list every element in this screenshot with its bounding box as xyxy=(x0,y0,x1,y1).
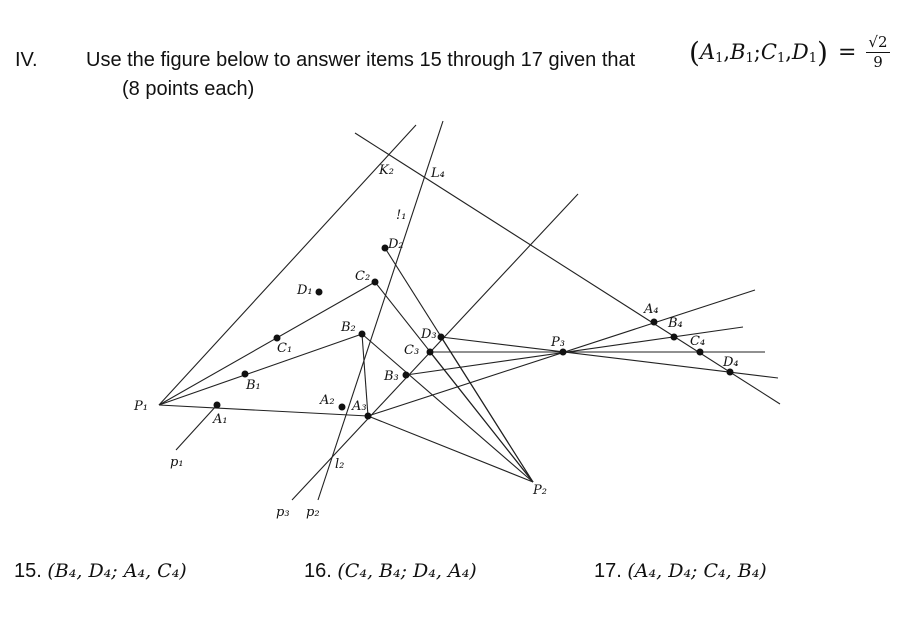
item-17: 17. (A₄, D₄; C₄, B₄) xyxy=(594,560,767,582)
item-16-expression: (C₄, B₄; D₄, A₄) xyxy=(337,560,477,582)
item-15: 15. (B₄, D₄; A₄, C₄) xyxy=(14,560,187,582)
label-p2-lower: p₂ xyxy=(306,505,320,520)
label-b1: B₁ xyxy=(246,378,261,393)
line-p1-lower xyxy=(176,405,217,450)
line-p1-a1 xyxy=(159,405,368,416)
line-b2-p2 xyxy=(362,334,533,482)
section-number: IV. xyxy=(15,49,38,71)
point-c4 xyxy=(697,349,704,356)
given-point-b: B xyxy=(730,40,746,64)
given-point-d: D xyxy=(791,40,809,64)
label-b3: B₃ xyxy=(384,369,399,384)
label-a1: A₁ xyxy=(213,412,228,427)
label-d4: D₄ xyxy=(723,355,739,370)
label-p3-lower: p₃ xyxy=(276,505,290,520)
point-a2 xyxy=(339,404,346,411)
label-l4: L₄ xyxy=(431,166,445,181)
point-a4 xyxy=(651,319,658,326)
point-b1 xyxy=(242,371,249,378)
given-value-fraction: $\frac{√2}{9}$ xyxy=(868,32,888,71)
point-a1 xyxy=(214,402,221,409)
label-d1: D₁ xyxy=(297,283,313,298)
label-c1: C₁ xyxy=(277,341,293,356)
line-k2-l4 xyxy=(355,133,780,404)
points-note: (8 points each) xyxy=(122,78,255,100)
line-p3 xyxy=(292,194,578,500)
label-c3: C₃ xyxy=(404,343,420,358)
label-p1: P₁ xyxy=(134,399,148,414)
label-c4: C₄ xyxy=(690,334,706,349)
label-a4: A₄ xyxy=(644,302,659,317)
label-d2: D₂ xyxy=(388,237,404,252)
point-d3 xyxy=(438,334,445,341)
label-p1-lower: p₁ xyxy=(170,455,184,470)
given-point-c: C xyxy=(760,40,777,64)
label-p2: P₂ xyxy=(533,483,547,498)
line-p1-c1 xyxy=(159,282,375,405)
label-p3: P₃ xyxy=(551,335,565,350)
given-point-a: A xyxy=(699,40,716,64)
line-p1-d1 xyxy=(159,125,416,405)
point-b3 xyxy=(403,372,410,379)
instruction-text: Use the figure below to answer items 15 through 17 given that xyxy=(86,49,636,71)
label-a3: A₃ xyxy=(352,399,367,414)
label-c2: C₂ xyxy=(355,269,371,284)
label-d3: D₃ xyxy=(421,327,437,342)
label-a2: A₂ xyxy=(320,393,335,408)
label-b2: B₂ xyxy=(341,320,356,335)
label-k2: K₂ xyxy=(379,163,394,178)
point-b4 xyxy=(671,334,678,341)
item-17-expression: (A₄, D₄; C₄, B₄) xyxy=(627,560,767,582)
label-b4: B₄ xyxy=(668,316,683,331)
item-16: 16. (C₄, B₄; D₄, A₄) xyxy=(304,560,477,582)
item-15-expression: (B₄, D₄; A₄, C₄) xyxy=(47,560,187,582)
point-b2 xyxy=(359,331,366,338)
point-c3 xyxy=(427,349,434,356)
label-l1: !₁ xyxy=(396,208,407,223)
line-a3-p2 xyxy=(368,416,533,482)
line-c3-p2 xyxy=(430,352,533,482)
point-d1 xyxy=(316,289,323,296)
given-cross-ratio: ( A 1 , B 1 ; C 1 , D 1 ) = $\frac{√2}{9}$ xyxy=(689,32,888,71)
label-l2: l₂ xyxy=(335,457,345,472)
point-c2 xyxy=(372,279,379,286)
